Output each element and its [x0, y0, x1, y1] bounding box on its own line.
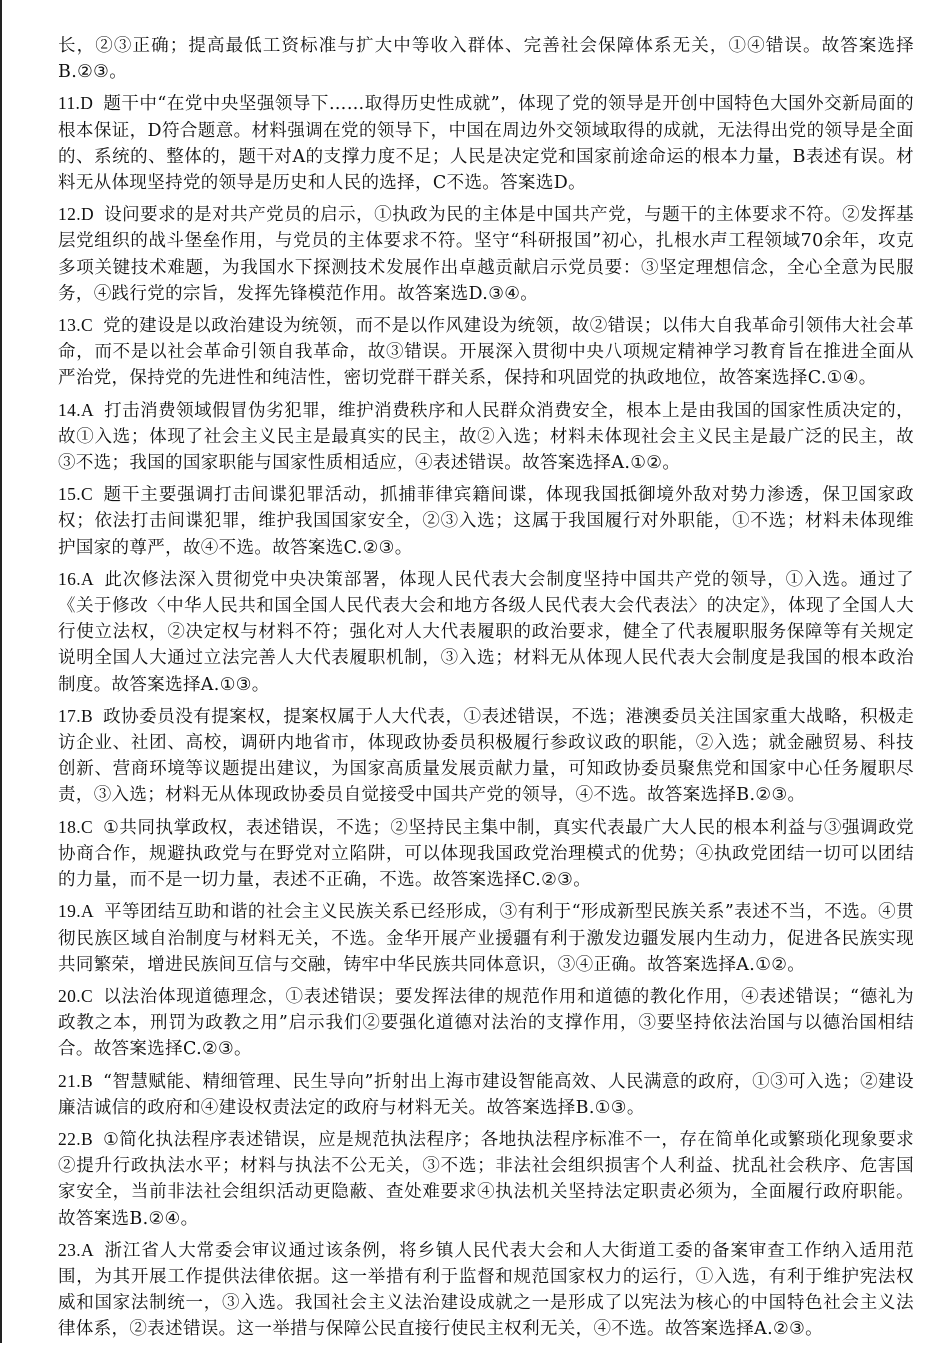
item-answer: B	[80, 1128, 93, 1149]
answer-item-23	[58, 1237, 914, 1343]
item-answer: C	[80, 985, 93, 1006]
answer-item-22	[58, 1126, 914, 1232]
item-number: 16.	[58, 568, 81, 589]
answer-item-17	[58, 703, 914, 809]
item-answer: B	[80, 705, 93, 726]
item-text: “智慧赋能、精细管理、民生导向”折射出上海市建设智能高效、人民满意的政府，①③可入选；②建设廉洁诚信的政府和④建设权责法定的政府与材料无关。故答案选择B.①③。	[58, 1071, 914, 1118]
item-answer: A	[80, 1239, 94, 1260]
item-number: 17.	[58, 705, 81, 726]
item-number: 11.	[58, 93, 81, 114]
item-text: 打击消费领域假冒伪劣犯罪，维护消费秩序和人民群众消费安全，根本上是由我国的国家性质决定的，故①入选；体现了社会主义民主是最真实的民主，故②入选；材料未体现社会主义民主是最广泛的民主，故③不选；我国的国家职能与国家性质相适应，④表述错误。故答案选择A.①②。	[58, 400, 914, 474]
item-number: 23.	[58, 1239, 81, 1260]
item-text: 党的建设是以政治建设为统领，而不是以作风建设为统领，故②错误；以伟大自我革命引领伟大社会革命，而不是以社会革命引领自我革命，故③错误。开展深入贯彻中央八项规定精神学习教育旨在推进全面从严治党，保持党的先进性和纯洁性，密切党群干群关系，保持和巩固党的执政地位，故答案选择C.①④。	[58, 316, 914, 389]
answer-item-19	[58, 898, 914, 978]
item-text: 此次修法深入贯彻党中央决策部署，体现人民代表大会制度坚持中国共产党的领导，①入选。通过了《关于修改〈中华人民共和国全国人民代表大会和地方各级人民代表大会代表法〉的决定》，体现了全国人大行使立法权，②决定权与材料不符；强化对人大代表履职的政治要求，健全了代表履职服务保障等有关规定说明全国人大通过立法完善人大代表履职机制，③入选；材料无从体现人民代表大会制度是我国的根本政治制度。故答案选择A.①③。	[58, 569, 914, 695]
item-number: 15.	[58, 484, 81, 505]
item-text: 题干中“在党中央坚强领导下……取得历史性成就”，体现了党的领导是开创中国特色大国外交新局面的根本保证，D符合题意。材料强调在党的领导下，中国在周边外交领域取得的成就，无法得出党的领导是全面的、系统的、整体的，题干对A的支撑力度不足；人民是决定党和国家前途命运的根本力量，B表述有误。材料无从体现坚持党的领导是历史和人民的选择，C不选。答案选D。	[58, 94, 914, 194]
item-number: 22.	[58, 1128, 81, 1149]
item-number: 18.	[58, 816, 81, 837]
item-number: 21.	[58, 1070, 81, 1091]
item-answer: C	[80, 315, 93, 336]
answer-item-20	[58, 983, 914, 1063]
item-number: 19.	[58, 901, 81, 922]
answer-item-21	[58, 1068, 914, 1121]
answer-item-16	[58, 566, 914, 698]
item-answer: D	[80, 204, 94, 225]
answer-explanations	[58, 33, 914, 1348]
answer-item-11	[58, 90, 914, 196]
item-text: 浙江省人大常委会审议通过该条例，将乡镇人民代表大会和人大街道工委的备案审查工作纳入适用范围，为其开展工作提供法律依据。这一举措有利于监督和规范国家权力的运行，①入选，有利于维护宪法权威和国家法制统一，③入选。我国社会主义法治建设成就之一是形成了以宪法为核心的中国特色社会主义法律体系，②表述错误。这一举措与保障公民直接行使民主权利无关，④不选。故答案选择A.②③。	[58, 1240, 914, 1340]
item-answer: D	[80, 93, 94, 114]
intro-text: 长，②③正确；提高最低工资标准与扩大中等收入群体、完善社会保障体系无关，①④错误。故答案选择B.②③。	[58, 36, 914, 83]
intro-paragraph	[58, 33, 914, 85]
answer-item-14	[58, 397, 914, 477]
item-answer: B	[80, 1070, 93, 1091]
answer-item-15	[58, 481, 914, 561]
item-text: 题干主要强调打击间谍犯罪活动，抓捕菲律宾籍间谍，体现我国抵御境外敌对势力渗透，保卫国家政权；依法打击间谍犯罪，维护我国国家安全，②③入选；这属于我国履行对外职能，①不选；材料未体现维护国家的尊严，故④不选。故答案选C.②③。	[58, 485, 914, 558]
item-text: ①共同执掌政权，表述错误，不选；②坚持民主集中制，真实代表最广大人民的根本利益与③强调政党协商合作，规避执政党与在野党对立陷阱，可以体现我国政党治理模式的优势；④执政党团结一切可以团结的力量，而不是一切力量，表述不正确，不选。故答案选择C.②③。	[58, 817, 914, 891]
answer-item-18	[58, 814, 914, 894]
item-text: 平等团结互助和谐的社会主义民族关系已经形成，③有利于“形成新型民族关系”表述不当，不选。④贯彻民族区域自治制度与材料无关，不选。金华开展产业援疆有利于激发边疆发展内生动力，促进各民族实现共同繁荣，增进民族间互信与交融，铸牢中华民族共同体意识，③④正确。故答案选择A.①②。	[58, 902, 914, 975]
item-answer: C	[80, 484, 93, 505]
item-text: 设问要求的是对共产党员的启示，①执政为民的主体是中国共产党，与题干的主体要求不符。②发挥基层党组织的战斗堡垒作用，与党员的主体要求不符。坚守“科研报国”初心，扎根水声工程领域70余年，攻克多项关键技术难题，为我国水下探测技术发展作出卓越贡献启示党员要：③坚定理想信念，全心全意为民服务，④践行党的宗旨，发挥先锋模范作用。故答案选D.③④。	[58, 205, 914, 304]
item-answer: C	[80, 816, 93, 837]
item-text: 政协委员没有提案权，提案权属于人大代表，①表述错误，不选；港澳委员关注国家重大战略，积极走访企业、社团、高校，调研内地省市，体现政协委员积极履行参政议政的职能，②入选；就金融贸易、科技创新、营商环境等议题提出建议，为国家高质量发展贡献力量，可知政协委员聚焦党和国家中心任务履职尽责，③入选；材料无从体现政协委员自觉接受中国共产党的领导，④不选。故答案选择B.②③。	[58, 706, 914, 806]
answer-item-13	[58, 312, 914, 392]
item-number: 12.	[58, 204, 81, 225]
item-answer: A	[80, 901, 94, 922]
item-number: 14.	[58, 399, 81, 420]
item-answer: A	[80, 399, 94, 420]
item-text: 以法治体现道德理念，①表述错误；要发挥法律的规范作用和道德的教化作用，④表述错误；“德礼为政教之本，刑罚为政教之用”启示我们②要强化道德对法治的支撑作用，③要坚持依法治国与以德治国相结合。故答案选择C.②③。	[58, 986, 914, 1060]
item-answer: A	[80, 568, 94, 589]
item-number: 20.	[58, 985, 81, 1006]
item-text: ①简化执法程序表述错误，应是规范执法程序；各地执法程序标准不一，存在简单化或繁琐化现象要求②提升行政执法水平；材料与执法不公无关，③不选；非法社会组织损害个人利益、扰乱社会秩序、危害国家安全，当前非法社会组织活动更隐蔽、查处难要求④执法机关坚持法定职责必须为，全面履行政府职能。故答案选B.②④。	[58, 1129, 914, 1229]
answer-item-12	[58, 201, 914, 307]
item-number: 13.	[58, 315, 81, 336]
